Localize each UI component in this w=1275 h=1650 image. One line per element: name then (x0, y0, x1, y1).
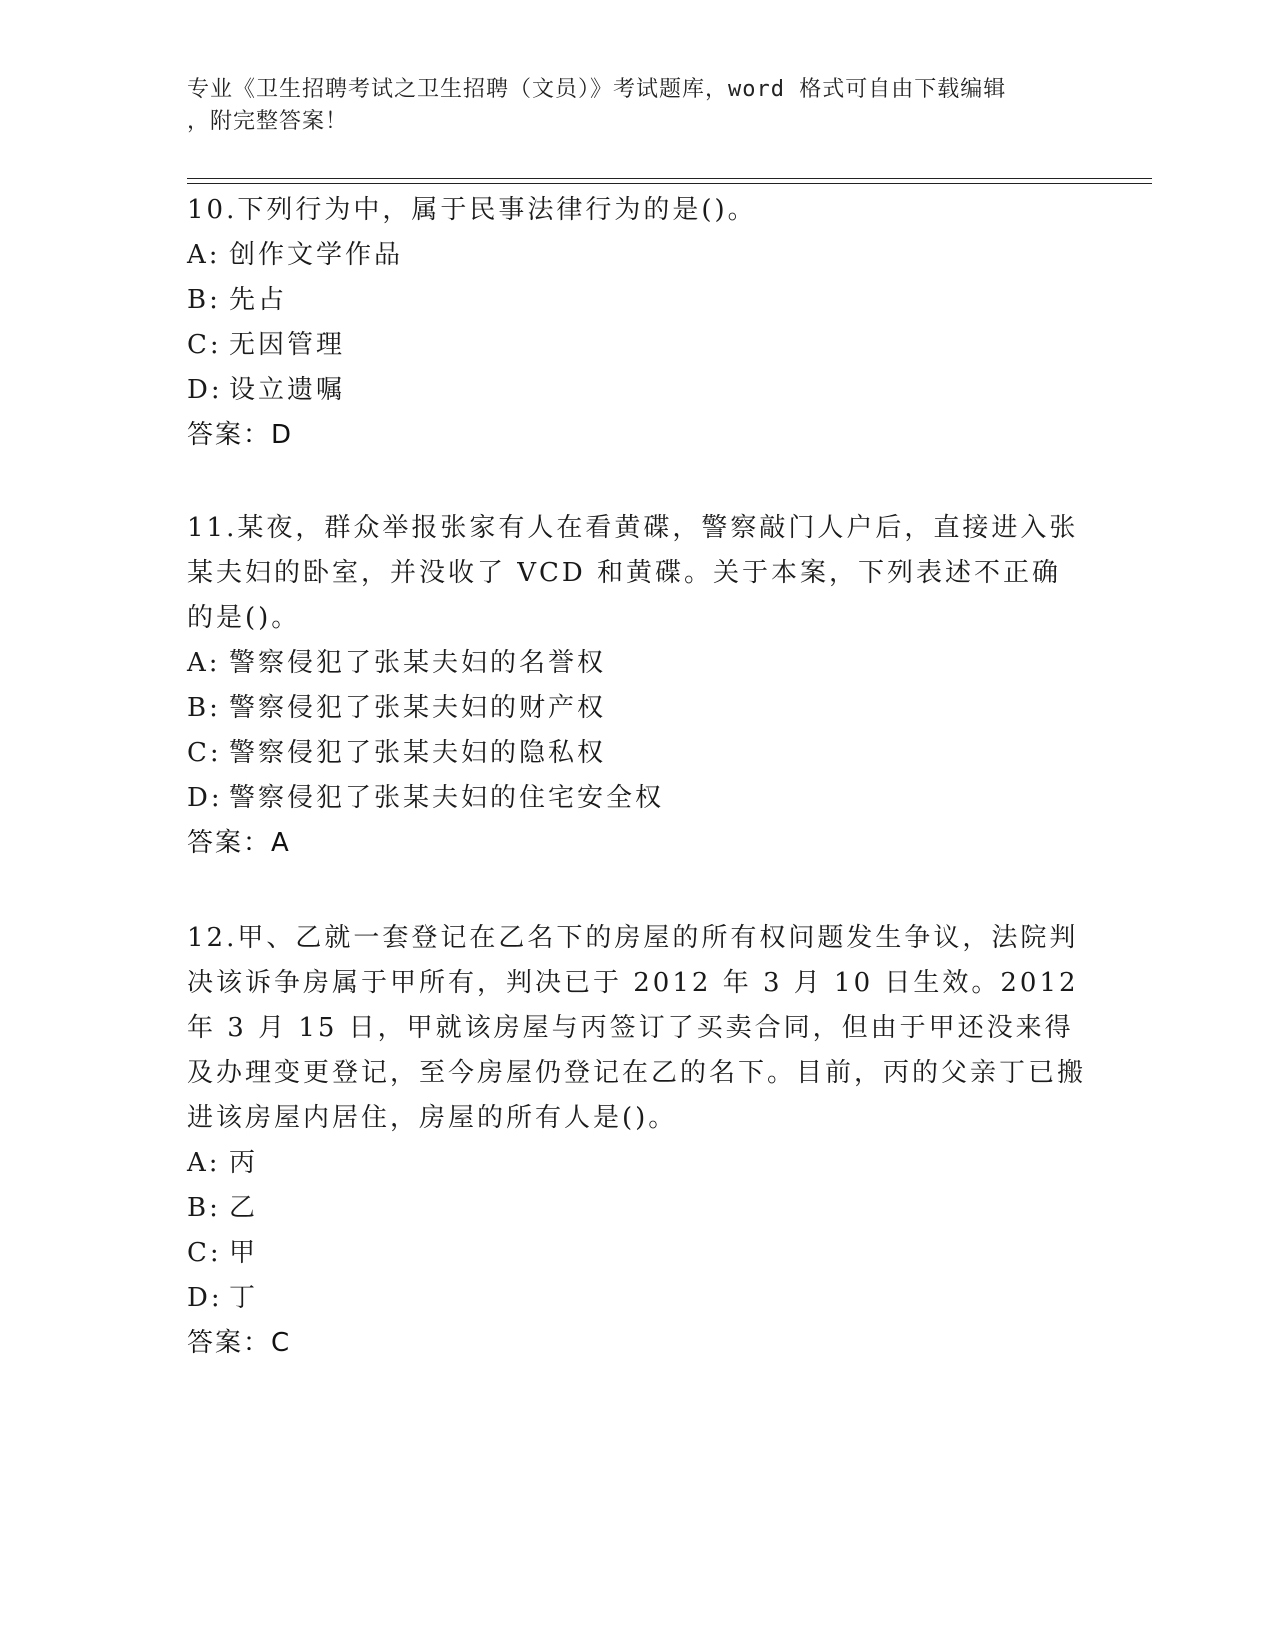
option-text: 警察侵犯了张某夫妇的名誉权 (229, 648, 607, 678)
question-12 (187, 916, 1087, 1366)
option-letter: A: (187, 648, 221, 678)
option-b (187, 1186, 1087, 1231)
answer-line: 答案：C (187, 1328, 292, 1358)
question-stem: 11.某夜，群众举报张家有人在看黄碟，警察敲门人户后，直接进入张某夫妇的卧室，并没收了 VCD 和黄碟。关于本案，下列表述不正确的是()。 (187, 513, 1079, 633)
option-text: 设立遗嘱 (229, 375, 346, 405)
option-letter: D: (187, 375, 223, 405)
option-text: 警察侵犯了张某夫妇的住宅安全权 (229, 783, 665, 813)
option-text: 甲 (229, 1238, 259, 1268)
option-b (187, 686, 1087, 731)
question-stem: 12.甲、乙就一套登记在乙名下的房屋的所有权问题发生争议，法院判决该诉争房属于甲所有，判决已于 2012 年 3 月 10 日生效。2012 年 3 月 15 日，甲就该房屋与丙签订了买卖合同，但由于甲还没来得及办理变更登记，至今房屋仍登记在乙的名下。目前，丙的父亲丁已搬进该房屋内居住，房屋的所有人是()。 (187, 923, 1087, 1133)
question-11 (187, 506, 1087, 866)
option-b (187, 278, 1087, 323)
option-d (187, 776, 1087, 821)
option-letter: A: (187, 1148, 221, 1178)
question-stem: 10.下列行为中，属于民事法律行为的是()。 (187, 195, 757, 225)
answer-line: 答案：A (187, 828, 291, 858)
header-divider-bottom (187, 183, 1152, 184)
option-text: 无因管理 (229, 330, 346, 360)
document-header (187, 74, 1087, 138)
option-letter: C: (187, 330, 222, 360)
option-letter: C: (187, 1238, 222, 1268)
option-text: 警察侵犯了张某夫妇的财产权 (229, 693, 607, 723)
option-d (187, 1276, 1087, 1321)
option-d (187, 368, 1087, 413)
option-text: 创作文学作品 (229, 240, 404, 270)
option-letter: A: (187, 240, 221, 270)
option-letter: D: (187, 783, 223, 813)
option-c (187, 731, 1087, 776)
option-text: 警察侵犯了张某夫妇的隐私权 (229, 738, 607, 768)
option-text: 乙 (229, 1193, 259, 1223)
option-text: 丙 (229, 1148, 259, 1178)
header-line-2: ，附完整答案！ (187, 109, 349, 134)
option-a (187, 641, 1087, 686)
answer-line: 答案：D (187, 420, 294, 450)
option-letter: B: (187, 1193, 221, 1223)
option-a (187, 233, 1087, 278)
option-letter: B: (187, 693, 221, 723)
option-c (187, 1231, 1087, 1276)
option-a (187, 1141, 1087, 1186)
option-text: 丁 (229, 1283, 259, 1313)
header-line-1: 专业《卫生招聘考试之卫生招聘（文员）》考试题库，word 格式可自由下载编辑 (187, 77, 1007, 102)
option-letter: C: (187, 738, 222, 768)
header-divider-top (187, 178, 1152, 179)
question-10 (187, 188, 1087, 458)
option-letter: D: (187, 1283, 223, 1313)
option-text: 先占 (229, 285, 288, 315)
option-letter: B: (187, 285, 221, 315)
option-c (187, 323, 1087, 368)
